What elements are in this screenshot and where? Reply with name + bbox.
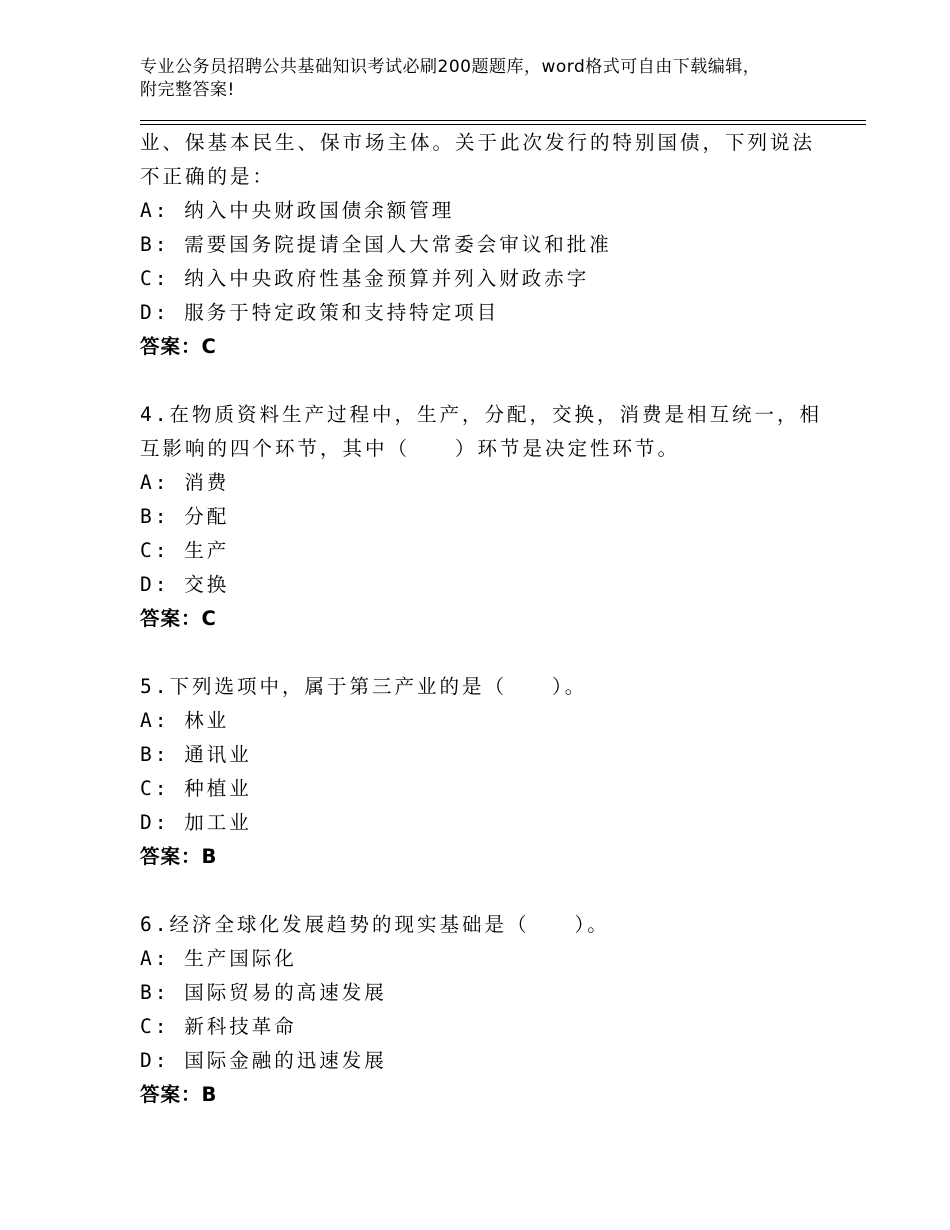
question-text: 不正确的是： xyxy=(140,165,276,188)
option-d: D: 交换 xyxy=(140,573,230,596)
option-b: B: 需要国务院提请全国人大常委会审议和批准 xyxy=(140,233,612,256)
header-divider-top xyxy=(140,120,866,121)
option-c: C: 生产 xyxy=(140,539,230,562)
question-content xyxy=(140,126,866,1112)
answer: 答案：C xyxy=(140,607,217,630)
option-d: D: 国际金融的迅速发展 xyxy=(140,1049,387,1072)
header-line-2: 附完整答案! xyxy=(140,80,235,100)
question-3-block xyxy=(140,126,866,364)
question-text: 5.下列选项中，属于第三产业的是（ ）。 xyxy=(140,675,588,698)
option-a: A: 纳入中央财政国债余额管理 xyxy=(140,199,455,222)
question-5-block xyxy=(140,670,866,874)
header-divider-bottom xyxy=(140,124,866,125)
answer: 答案：C xyxy=(140,335,217,358)
option-c: C: 新科技革命 xyxy=(140,1015,297,1038)
header-line-1: 专业公务员招聘公共基础知识考试必刷200题题库，word格式可自由下载编辑， xyxy=(140,57,761,77)
document-header xyxy=(140,56,840,102)
question-text: 互影响的四个环节，其中（ ）环节是决定性环节。 xyxy=(140,437,681,460)
option-c: C: 种植业 xyxy=(140,777,252,800)
option-c: C: 纳入中央政府性基金预算并列入财政赤字 xyxy=(140,267,590,290)
question-6-block xyxy=(140,908,866,1112)
option-a: A: 林业 xyxy=(140,709,230,732)
option-d: D: 服务于特定政策和支持特定项目 xyxy=(140,301,500,324)
answer: 答案：B xyxy=(140,1083,218,1106)
option-b: B: 分配 xyxy=(140,505,230,528)
option-a: A: 生产国际化 xyxy=(140,947,297,970)
question-4-block xyxy=(140,398,866,636)
question-text: 4.在物质资料生产过程中，生产，分配，交换，消费是相互统一，相 xyxy=(140,403,822,426)
question-text: 6.经济全球化发展趋势的现实基础是（ ）。 xyxy=(140,913,610,936)
option-b: B: 通讯业 xyxy=(140,743,252,766)
answer: 答案：B xyxy=(140,845,218,868)
option-d: D: 加工业 xyxy=(140,811,252,834)
question-text: 业、保基本民生、保市场主体。关于此次发行的特别国债，下列说法 xyxy=(140,131,816,154)
option-a: A: 消费 xyxy=(140,471,230,494)
option-b: B: 国际贸易的高速发展 xyxy=(140,981,387,1004)
